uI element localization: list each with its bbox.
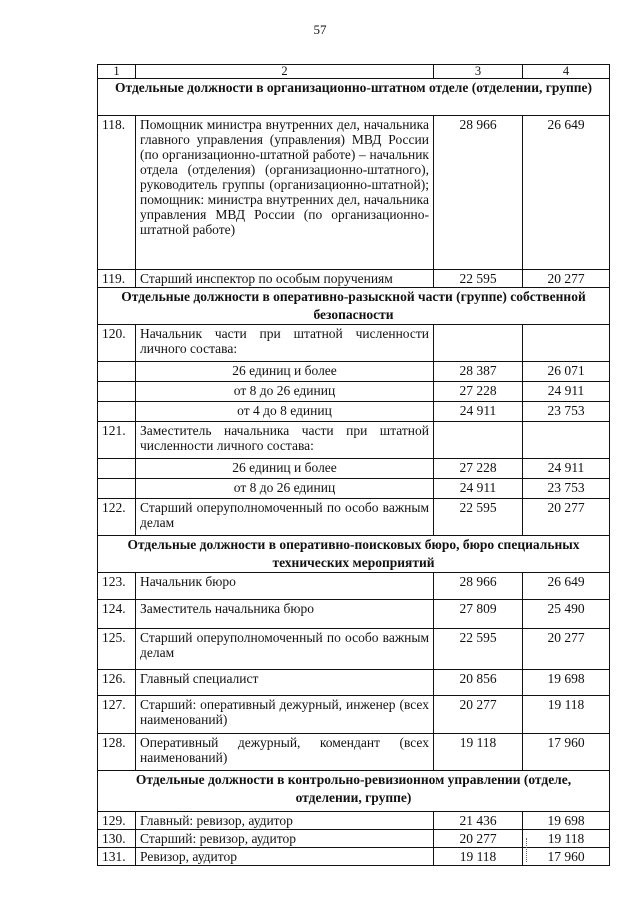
value-column-3: 27 228	[434, 382, 523, 402]
value-column-4: 17 960	[523, 734, 610, 771]
value-column-4: 19 118	[523, 696, 610, 734]
section-heading: Отдельные должности в контрольно-ревизионном управлении (отделе, отделении, группе)	[98, 771, 610, 812]
value-column-4: 19 698	[523, 812, 610, 830]
header-cell-number: 1	[98, 65, 136, 79]
position-title: Начальник бюро	[136, 573, 434, 600]
row-number	[98, 362, 136, 382]
value-column-3: 22 595	[434, 499, 523, 536]
row-number: 118.	[98, 116, 136, 270]
value-column-3: 21 436	[434, 812, 523, 830]
value-column-4: 26 649	[523, 573, 610, 600]
value-column-3: 28 966	[434, 573, 523, 600]
value-column-3	[434, 422, 523, 459]
row-number: 129.	[98, 812, 136, 830]
table-row	[98, 402, 610, 422]
header-cell-value-2: 4	[523, 65, 610, 79]
position-title: Начальник части при штатной численности личного состава:	[136, 325, 434, 362]
value-column-3: 22 595	[434, 629, 523, 670]
row-number: 131.	[98, 848, 136, 866]
section-heading: Отдельные должности в организационно-штатном отделе (отделении, группе)	[98, 79, 610, 116]
table-row	[98, 600, 610, 629]
section-heading-row	[98, 536, 610, 573]
table-row	[98, 422, 610, 459]
row-number: 127.	[98, 696, 136, 734]
table-row	[98, 116, 610, 270]
row-number	[98, 459, 136, 479]
value-column-4: 20 277	[523, 499, 610, 536]
table-row	[98, 848, 610, 866]
position-title: Старший оперуполномоченный по особо важным делам	[136, 499, 434, 536]
table-row	[98, 734, 610, 771]
row-number: 124.	[98, 600, 136, 629]
table-row	[98, 696, 610, 734]
row-number: 123.	[98, 573, 136, 600]
table-row	[98, 382, 610, 402]
position-title: Старший оперуполномоченный по особо важным делам	[136, 629, 434, 670]
table-row	[98, 629, 610, 670]
position-title: Старший инспектор по особым поручениям	[136, 270, 434, 288]
table-row	[98, 479, 610, 499]
header-cell-value-1: 3	[434, 65, 523, 79]
position-title: 26 единиц и более	[136, 362, 434, 382]
value-column-3: 22 595	[434, 270, 523, 288]
table-row	[98, 499, 610, 536]
row-number: 126.	[98, 670, 136, 696]
value-column-3: 20 856	[434, 670, 523, 696]
table-row	[98, 325, 610, 362]
value-column-4: 24 911	[523, 382, 610, 402]
row-number	[98, 479, 136, 499]
value-column-3: 20 277	[434, 830, 523, 848]
position-title: Оперативный дежурный, комендант (всех наименований)	[136, 734, 434, 771]
value-column-3: 28 966	[434, 116, 523, 270]
table-row	[98, 362, 610, 382]
position-title: Старший: ревизор, аудитор	[136, 830, 434, 848]
table-row	[98, 830, 610, 848]
value-column-4: 19 118	[523, 830, 610, 848]
table-header-row	[98, 65, 610, 79]
row-number: 120.	[98, 325, 136, 362]
section-heading-row	[98, 79, 610, 116]
value-column-4: 26 649	[523, 116, 610, 270]
page-number: 57	[313, 22, 327, 37]
row-number: 128.	[98, 734, 136, 771]
value-column-4	[523, 325, 610, 362]
row-number: 125.	[98, 629, 136, 670]
margin-mark	[526, 838, 527, 862]
position-title: Заместитель начальника бюро	[136, 600, 434, 629]
value-column-4: 23 753	[523, 479, 610, 499]
section-heading: Отдельные должности в оперативно-разыскной части (группе) собственной безопасности	[98, 288, 610, 325]
value-column-3: 28 387	[434, 362, 523, 382]
table-row	[98, 670, 610, 696]
position-title: 26 единиц и более	[136, 459, 434, 479]
position-title: Ревизор, аудитор	[136, 848, 434, 866]
value-column-4: 20 277	[523, 270, 610, 288]
salary-table	[97, 64, 610, 866]
row-number	[98, 382, 136, 402]
value-column-4	[523, 422, 610, 459]
value-column-4: 24 911	[523, 459, 610, 479]
value-column-3: 19 118	[434, 734, 523, 771]
row-number: 119.	[98, 270, 136, 288]
value-column-3: 20 277	[434, 696, 523, 734]
value-column-3: 24 911	[434, 479, 523, 499]
row-number: 121.	[98, 422, 136, 459]
position-title: от 8 до 26 единиц	[136, 479, 434, 499]
value-column-4: 23 753	[523, 402, 610, 422]
position-title: Помощник министра внутренних дел, начальника главного управления (управления) МВД России (по организационно-штатной работе) – начальник отдела (отделения) (организационно-штатного), руководитель группы (организационно-штатной); помощник: министра внутренних дел, начальника управления МВД России (по организационно-штатной работе)	[136, 116, 434, 270]
position-title: Заместитель начальника части при штатной численности личного состава:	[136, 422, 434, 459]
row-number: 130.	[98, 830, 136, 848]
position-title: от 4 до 8 единиц	[136, 402, 434, 422]
section-heading: Отдельные должности в оперативно-поисковых бюро, бюро специальных технических мероприятий	[98, 536, 610, 573]
value-column-4: 26 071	[523, 362, 610, 382]
table-row	[98, 459, 610, 479]
value-column-3: 24 911	[434, 402, 523, 422]
table-row	[98, 812, 610, 830]
position-title: Главный: ревизор, аудитор	[136, 812, 434, 830]
section-heading-row	[98, 771, 610, 812]
position-title: от 8 до 26 единиц	[136, 382, 434, 402]
row-number	[98, 402, 136, 422]
position-title: Главный специалист	[136, 670, 434, 696]
value-column-4: 20 277	[523, 629, 610, 670]
value-column-4: 25 490	[523, 600, 610, 629]
value-column-4: 17 960	[523, 848, 610, 866]
row-number: 122.	[98, 499, 136, 536]
value-column-4: 19 698	[523, 670, 610, 696]
section-heading-row	[98, 288, 610, 325]
header-cell-position: 2	[136, 65, 434, 79]
position-title: Старший: оперативный дежурный, инженер (всех наименований)	[136, 696, 434, 734]
value-column-3: 19 118	[434, 848, 523, 866]
value-column-3: 27 228	[434, 459, 523, 479]
value-column-3: 27 809	[434, 600, 523, 629]
value-column-3	[434, 325, 523, 362]
table-row	[98, 573, 610, 600]
table-row	[98, 270, 610, 288]
